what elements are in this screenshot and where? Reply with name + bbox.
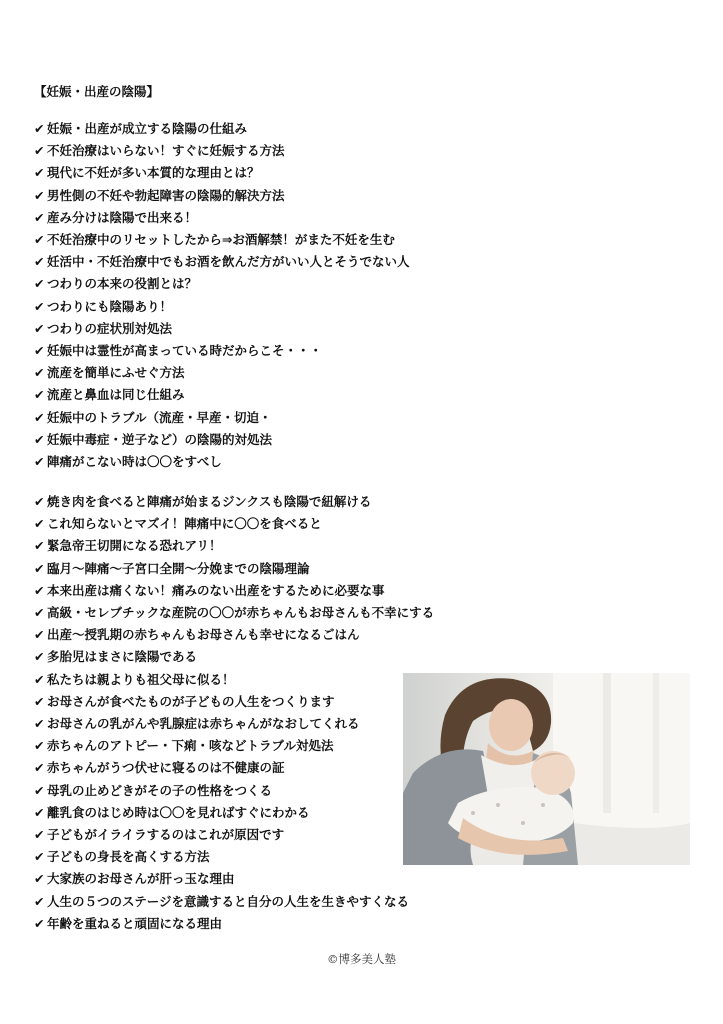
check-icon: ✔ <box>34 232 45 248</box>
check-icon: ✔ <box>34 254 45 270</box>
check-icon: ✔ <box>34 893 45 909</box>
list-item-text: 焼き肉を食べると陣痛が始まるジンクスも陰陽で紐解ける <box>47 494 372 509</box>
list-item-text: 男性側の不妊や勃起障害の陰陽的解決方法 <box>47 187 285 203</box>
check-icon: ✔ <box>34 143 45 159</box>
copyright-footer: ©博多美人塾 <box>327 952 396 966</box>
list-item-text: 赤ちゃんがうつ伏せに寝るのは不健康の証 <box>47 760 285 776</box>
list-item-text: 妊娠中のトラブル（流産・早産・切迫・ <box>47 409 272 425</box>
check-icon: ✔ <box>34 276 45 292</box>
list-item-text: 現代に不妊が多い本質的な理由とは？ <box>47 165 260 181</box>
list-item <box>34 669 434 691</box>
list-item-text: 妊娠中毒症・逆子など）の陰陽的対処法 <box>47 431 273 447</box>
list-item <box>34 491 434 513</box>
list-item <box>34 780 434 802</box>
list-item-text: 出産～授乳期の赤ちゃんもお母さんも幸せになるごはん <box>47 627 360 643</box>
list-item <box>34 757 434 779</box>
list-item <box>34 646 434 668</box>
list-item-text: お母さんの乳がんや乳腺症は赤ちゃんがなおしてくれる <box>47 716 360 732</box>
check-icon: ✔ <box>34 649 45 665</box>
list-item <box>34 451 410 473</box>
mother-baby-photo <box>403 673 690 865</box>
list-item-text: 妊娠・出産が成立する陰陽の仕組み <box>47 121 248 136</box>
check-icon: ✔ <box>34 209 45 225</box>
check-icon: ✔ <box>34 343 45 359</box>
list-item <box>34 318 410 340</box>
list-item-text: 不妊治療中のリセットしたから⇒お酒解禁！がまた不妊を生む <box>47 232 395 248</box>
list-item <box>34 407 410 429</box>
list-item <box>34 602 434 624</box>
list-item <box>34 846 434 868</box>
list-item <box>34 802 434 824</box>
list-item-text: 子どもの身長を高くする方法 <box>47 849 210 865</box>
list-item-text: 人生の５つのステージを意識すると自分の人生を生きやすくなる <box>47 893 410 909</box>
list-item <box>34 140 410 162</box>
list-item-text: 陣痛がこない時は〇〇をすべし <box>47 454 222 470</box>
list-item-text: 流産と鼻血は同じ仕組み <box>47 387 185 403</box>
list-item <box>34 913 434 935</box>
check-icon: ✔ <box>34 582 45 598</box>
list-item <box>34 624 434 646</box>
list-item-text: つわりにも陰陽あり！ <box>47 298 173 314</box>
list-item <box>34 513 434 535</box>
check-icon: ✔ <box>34 165 45 181</box>
check-icon: ✔ <box>34 538 45 554</box>
check-icon: ✔ <box>34 298 45 314</box>
list-item-text: 子どもがイライラするのはこれが原因です <box>47 827 285 843</box>
list-item <box>34 891 434 913</box>
check-icon: ✔ <box>34 121 45 136</box>
list-item-text: 大家族のお母さんが肝っ玉な理由 <box>47 871 235 887</box>
topic-list-2 <box>34 491 434 935</box>
check-icon: ✔ <box>34 849 45 865</box>
list-item <box>34 207 410 229</box>
list-item <box>34 273 410 295</box>
list-item <box>34 735 434 757</box>
check-icon: ✔ <box>34 387 45 403</box>
list-item <box>34 185 410 207</box>
list-item <box>34 362 410 384</box>
list-item-text: 臨月～陣痛～子宮口全開～分娩までの陰陽理論 <box>47 560 310 576</box>
list-item-text: 私たちは親よりも祖父母に似る！ <box>47 671 235 687</box>
list-item <box>34 118 410 140</box>
list-item <box>34 580 434 602</box>
check-icon: ✔ <box>34 782 45 798</box>
list-item <box>34 340 410 362</box>
list-item-text: 母乳の止めどきがその子の性格をつくる <box>47 782 273 798</box>
list-item-text: 産み分けは陰陽で出来る！ <box>47 209 198 225</box>
list-item-text: 高級・セレブチックな産院の〇〇が赤ちゃんもお母さんも不幸にする <box>47 605 435 621</box>
list-item <box>34 162 410 184</box>
check-icon: ✔ <box>34 494 45 509</box>
check-icon: ✔ <box>34 760 45 776</box>
check-icon: ✔ <box>34 516 45 532</box>
list-item-text: 離乳食のはじめ時は〇〇を見ればすぐにわかる <box>47 804 310 820</box>
document-heading: 【妊娠・出産の陰陽】 <box>34 84 160 99</box>
list-item-text: これ知らないとマズイ！陣痛中に〇〇を食べると <box>47 516 322 532</box>
list-item-text: 本来出産は痛くない！痛みのない出産をするために必要な事 <box>47 582 385 598</box>
check-icon: ✔ <box>34 431 45 447</box>
list-item-text: 緊急帝王切開になる恐れアリ！ <box>47 538 222 554</box>
list-item-text: つわりの症状別対処法 <box>47 320 173 336</box>
list-item-text: 年齢を重ねると頑固になる理由 <box>47 915 223 931</box>
list-item <box>34 824 434 846</box>
list-item <box>34 535 434 557</box>
check-icon: ✔ <box>34 716 45 732</box>
list-item-text: 不妊治療はいらない！すぐに妊娠する方法 <box>47 143 285 159</box>
check-icon: ✔ <box>34 738 45 754</box>
list-item-text: 赤ちゃんのアトピー・下痢・咳などトラブル対処法 <box>47 738 334 754</box>
check-icon: ✔ <box>34 827 45 843</box>
check-icon: ✔ <box>34 871 45 887</box>
check-icon: ✔ <box>34 560 45 576</box>
check-icon: ✔ <box>34 187 45 203</box>
list-item-text: 流産を簡単にふせぐ方法 <box>47 365 185 381</box>
list-item-text: 妊活中・不妊治療中でもお酒を飲んだ方がいい人とそうでない人 <box>47 254 410 270</box>
check-icon: ✔ <box>34 693 45 709</box>
check-icon: ✔ <box>34 605 45 621</box>
list-item <box>34 558 434 580</box>
list-item <box>34 296 410 318</box>
check-icon: ✔ <box>34 915 45 931</box>
check-icon: ✔ <box>34 454 45 470</box>
check-icon: ✔ <box>34 409 45 425</box>
list-item-text: お母さんが食べたものが子どもの人生をつくります <box>47 693 335 709</box>
check-icon: ✔ <box>34 627 45 643</box>
list-item-text: つわりの本来の役割とは？ <box>47 276 198 292</box>
list-item-text: 妊娠中は霊性が高まっている時だからこそ・・・ <box>47 343 323 359</box>
check-icon: ✔ <box>34 365 45 381</box>
list-item <box>34 251 410 273</box>
check-icon: ✔ <box>34 320 45 336</box>
check-icon: ✔ <box>34 804 45 820</box>
list-item <box>34 868 434 890</box>
list-item <box>34 384 410 406</box>
list-item-text: 多胎児はまさに陰陽である <box>47 649 198 665</box>
topic-list-1 <box>34 118 410 473</box>
list-item <box>34 713 434 735</box>
list-item <box>34 229 410 251</box>
list-item <box>34 429 410 451</box>
check-icon: ✔ <box>34 671 45 687</box>
list-item <box>34 691 434 713</box>
